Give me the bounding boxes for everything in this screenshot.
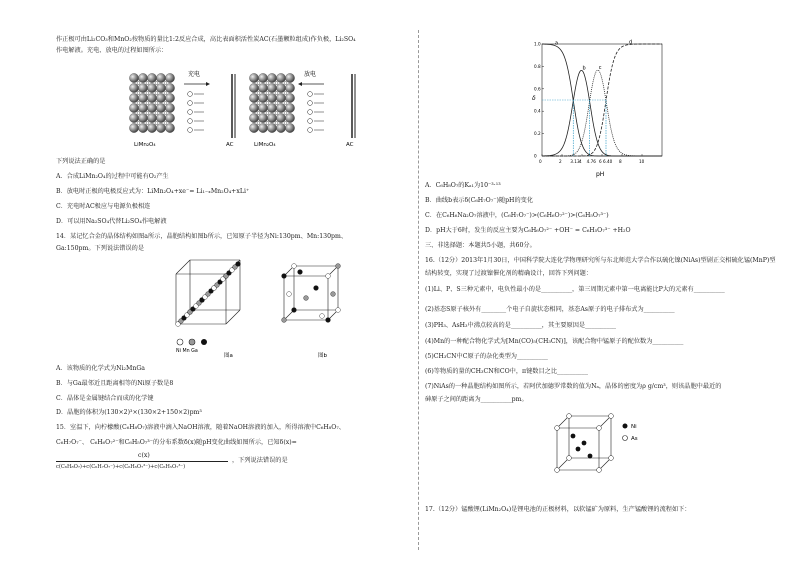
x-tick-label: 0 [539,159,542,164]
li-ion [188,128,193,133]
lattice-atom [267,103,276,112]
ni-atom [571,434,576,439]
li-site [266,92,269,95]
lattice-atom [129,83,138,92]
crystal-structure-b [282,264,341,323]
lattice-atom [258,83,267,92]
crystal-figures [166,258,366,358]
li-ion [188,110,193,115]
li-site [284,102,287,105]
intro-line-2: 作电解液。充电、放电的过程如图所示： [56,47,168,54]
legend-mn [189,339,195,345]
cell-edge [176,260,190,274]
atom [292,264,297,269]
lattice-atom [165,93,174,102]
lattice-atom [258,113,267,122]
legend-as-dot [623,436,628,441]
lattice-atom [276,73,285,82]
left-column [56,0,416,562]
li-ion [188,101,193,106]
lattice-atom [156,103,165,112]
lattice-atom [258,73,267,82]
battery-figure [126,64,356,154]
li-ions-right [308,92,324,133]
li-site [137,82,140,85]
q14-stem-2: Ga:150pm。下列说法错误的是 [56,245,145,252]
li-site [266,112,269,115]
q15-option-b: B．曲线b表示δ(C₆H₇O₇⁻)随pH的变化 [425,197,534,204]
section-three-heading: 三、非选择题：本题共5小题，共60分。 [425,242,536,249]
lattice-atom [147,83,156,92]
lattice-atom [129,93,138,102]
li-site [284,82,287,85]
lattice-atom [165,113,174,122]
q14-stem-1: 14．某记忆合金的晶体结构如图a所示，晶胞结构如图b所示，已知原子半径为Ni:130pm、Mn:130pm、 [56,233,348,240]
q14-option-c: C．晶体是金属键结合而成的化学键 [56,395,154,402]
li-site [146,82,149,85]
legend-ni-dot [623,424,628,429]
lattice-atom [129,123,138,132]
li-site [146,112,149,115]
lattice-atom [267,73,276,82]
ni-atom [588,454,593,459]
chart-curves [542,40,662,156]
as-atom [555,426,560,431]
q13-option-a: A．合成LiMn₂O₄的过程中可能有O₂产生 [56,173,169,180]
y-tick-label: 0.2 [534,131,541,137]
lattice-atom [276,103,285,112]
q16-stem-1: 16.（12分）2013年1月30日，中国科学院大连化学物理研究所与东北师范大学合作以硫化镍(NiAs)型剧正交相硫化锰(MnP)型 [425,257,776,264]
li-ion [308,128,313,133]
q16-stem-2: 结构转变，实现了过渡镍催化剂的精确设计，回答下列问题： [425,270,593,277]
fraction-bar [56,461,228,462]
curve-b [542,70,662,156]
li-site [284,122,287,125]
lattice-atom [165,73,174,82]
lattice-atom [147,93,156,102]
lattice-atom [138,123,147,132]
li-site [257,112,260,115]
q16-part-2: (2)基态S原子核外有________个电子自旋状态相同，基态As原子的电子排布式为__________ [425,306,675,313]
x-tick-label: 4 [579,159,582,164]
x-tick-label: 6 [599,159,602,164]
legend-labels: Ni Mn Ga [176,349,198,354]
curve-label-b: b [582,65,586,72]
li-site [257,92,260,95]
lattice-atom [267,83,276,92]
li-site [275,112,278,115]
ni-atom [582,441,587,446]
atom [331,292,336,297]
as-atom [555,468,560,473]
lattice-atom [156,123,165,132]
q15-stem-2: C₆H₇O₇⁻、 C₆H₆O₇²⁻和C₆H₅O₇³⁻的分布系数δ(x)随pH变化曲线如图所示，已知δ(x)= [56,439,297,446]
cell-edge [226,310,240,324]
li-site [146,92,149,95]
lattice-atom [276,93,285,102]
curve-c [542,70,662,156]
q14-option-a: A．该物质的化学式为Ni₂MnGa [56,365,145,372]
q16-part-7a: (7)NiAs的一种晶胞结构如图所示，若阿伏加德罗常数的值为Nₐ，晶体的密度为ρ g/cm³，则该晶胞中最近的 [425,383,722,390]
li-site [164,112,167,115]
q16-part-6: (6)等物质的量的CH₃CN和CO中，π键数目之比__________ [425,368,588,375]
y-tick-label: 0.8 [534,63,541,69]
lattice-atom [285,73,294,82]
lattice-atom [249,123,258,132]
right-column [425,0,776,562]
as-atom [597,426,602,431]
atom [326,318,331,323]
lattice-atom [249,103,258,112]
lattice-atom [147,123,156,132]
li-ion [308,110,313,115]
lattice-atom [258,123,267,132]
lattice-atom [276,113,285,122]
q15-fraction-denominator: c(C₆H₈O₇)+c(C₆H₇O₇⁻)+c(C₆H₆O₇²⁻)+c(C₆H₅O₇³⁻) [56,464,186,470]
li-ion [188,92,193,97]
li-site [275,122,278,125]
curve-label-c: c [598,65,602,72]
x-tick-label: 3.13 [570,159,580,164]
as-atom [567,414,572,419]
lattice-atom [156,93,165,102]
q13-option-d: D．可以用Na₂SO₄代替Li₂SO₄作电解液 [56,218,167,225]
chart-xlabel: pH [596,171,605,178]
y-tick-label: 1.0 [534,41,541,47]
q16-part-1: (1)Li、P、S三种元素中，电负性最小的是__________，第三周期元素中第一电离能比P大的元素有__________ [425,286,725,293]
q13-option-b: B．放电时正极的电极反应式为：LiMn₂O₄+xe⁻= Li₁₋ₓMn₂O₄+xLi⁺ [56,188,250,195]
atom [326,274,331,279]
y-tick-label: 0.4 [534,108,541,114]
lattice-atom [156,73,165,82]
q16-part-4: (4)Mn的一种配合物化学式为[Mn(CO)₅(CH₃CN)]，该配合物中锰原子的配位数为__________ [425,338,684,345]
lattice-atom [147,103,156,112]
atom [236,262,241,267]
li-site [137,92,140,95]
curve-label-d: d [629,39,633,46]
lattice-atom [138,113,147,122]
q15-option-c: C．在C₆H₆Na₂O₇溶液中，(C₆H₇O₇⁻)>(C₆H₆O₇²⁻)>(C₆H₅O₇³⁻) [425,212,609,219]
q15-option-d: D．pH大于6时，发生的反应主要为C₆H₆O₇²⁻ +OH⁻ = C₆H₅O₇³⁻ +H₂O [425,227,631,234]
as-atom [597,468,602,473]
lattice-atom [165,123,174,132]
atom [336,308,341,313]
li-site [164,102,167,105]
li-site [137,122,140,125]
lattice-atom [276,83,285,92]
x-tick-label: 10 [639,159,645,164]
lattice-atom [147,73,156,82]
q16-part-3: (3)PH₃、AsH₃中沸点较高的是__________，其主要原因是__________ [425,322,617,329]
legend-ga [201,339,207,345]
li-site [284,92,287,95]
lattice-atom [156,113,165,122]
lattice-atom [147,113,156,122]
lattice-atom [285,103,294,112]
lattice-atom [267,123,276,132]
lattice-atom [249,93,258,102]
li-site [164,82,167,85]
intro-line-1: 作正极可由Li₂CO₃和MnO₂按物质的量比1:2反应合成，高比表面积活性炭AC(石墨颗粒组成)作负极，Li₂SO₄ [56,36,356,43]
lattice-atom [138,93,147,102]
li-site [164,92,167,95]
lattice-atom [165,103,174,112]
li-site [146,122,149,125]
atom [282,318,287,323]
lattice-atom [156,83,165,92]
li-site [275,82,278,85]
lattice-atom [276,123,285,132]
as-atom [567,456,572,461]
atom [304,296,309,301]
chart-ylabel: δ [532,95,536,102]
figure-b-caption: 图b [318,353,327,358]
li-site [266,122,269,125]
lattice-atom [138,73,147,82]
crystal-structure-a [176,260,241,326]
lattice-atom [129,113,138,122]
legend-ni-label: Ni [631,424,637,430]
q17-stem: 17.（12分）锰酸锂(LiMn₂O₄)是锂电池的正极材料，以软锰矿为原料，生产锰酸锂的流程如下： [425,506,691,513]
li-site [137,112,140,115]
limn2o4-label-left: LiMn₂O₄ [134,142,156,148]
lattice-atom [165,83,174,92]
li-site [155,112,158,115]
li-site [155,82,158,85]
li-site [275,102,278,105]
atom [336,264,341,269]
limn2o4-lattice-left [129,73,174,132]
li-ion [308,92,313,97]
x-tick-label: 8 [619,159,622,164]
as-atom [609,414,614,419]
ni-atom [576,447,581,452]
q14-option-d: D．晶胞的体积为(130×2)³×(130×2+150×2)pm³ [56,409,202,416]
li-site [257,122,260,125]
lattice-atom [267,93,276,102]
li-site [146,102,149,105]
limn2o4-label-right: LiMn₂O₄ [254,142,276,148]
lattice-atom [285,123,294,132]
q16-part-5: (5)CH₃CN中C原子的杂化类型为__________ [425,353,548,360]
atom [314,286,319,291]
x-tick-label: 6.40 [603,159,613,164]
niAs-cell-figure [543,406,653,486]
q15-option-a: A．C₆H₈O₇的Kₐ₁为10⁻³·¹³ [425,182,501,189]
lattice-atom [138,83,147,92]
discharge-label: 放电 [304,71,317,78]
atom [298,270,303,275]
li-site [284,112,287,115]
li-site [137,102,140,105]
lattice-atom [267,113,276,122]
li-site [155,122,158,125]
x-tick-label: 2 [559,159,562,164]
lattice-atom [258,103,267,112]
li-site [257,102,260,105]
li-site [164,122,167,125]
li-site [257,82,260,85]
li-site [266,82,269,85]
li-ions-left [188,92,204,133]
q13-option-c: C．充电时AC极应与电源负极相连 [56,203,151,210]
y-tick-label: 0 [534,153,537,159]
ac-label-right: AC [346,142,354,148]
limn2o4-lattice-right [249,73,294,132]
li-ion [308,119,313,124]
li-site [275,92,278,95]
atom [292,308,297,313]
ac-label-left: AC [226,142,234,148]
as-atom [609,456,614,461]
atom [282,274,287,279]
li-ion [308,101,313,106]
atom [320,314,325,319]
lattice-atom [249,83,258,92]
q15-stem-1: 15．室温下，向柠檬酸(C₆H₈O₇)溶液中滴入NaOH溶液，随着NaOH溶液的加入，所得溶液中C₆H₈O₇、 [56,424,345,431]
atom [287,292,292,297]
pka-guide-lines [542,100,606,156]
charge-label: 充电 [188,71,201,78]
q16-part-7b: 砷原子之间的距离为__________pm。 [425,396,528,403]
q15-fraction-numerator: c(x) [138,452,150,459]
li-site [155,92,158,95]
curve-label-a: a [555,40,559,47]
li-site [266,102,269,105]
q14-option-b: B．与Ga最邻近且距离相等的Ni原子数是8 [56,380,174,387]
legend-as-label: As [631,436,638,442]
q15-stem-tail: ，下列说法错误的是 [232,457,288,464]
lattice-atom [138,103,147,112]
lattice-atom [249,73,258,82]
q13-prompt: 下列说法正确的是 [56,158,106,165]
x-tick-label: 4.76 [586,159,596,164]
li-site [155,102,158,105]
figure-a-caption: 图a [224,353,233,358]
lattice-atom [129,103,138,112]
lattice-atom [129,73,138,82]
lattice-atom [249,113,258,122]
lattice-atom [285,93,294,102]
li-ion [188,119,193,124]
nias-unit-cell [555,414,614,473]
lattice-atom [285,83,294,92]
distribution-chart [530,38,670,178]
lattice-atom [285,113,294,122]
column-divider [418,30,419,550]
legend-ni [177,339,183,345]
lattice-atom [258,93,267,102]
y-tick-label: 0.6 [534,86,541,92]
